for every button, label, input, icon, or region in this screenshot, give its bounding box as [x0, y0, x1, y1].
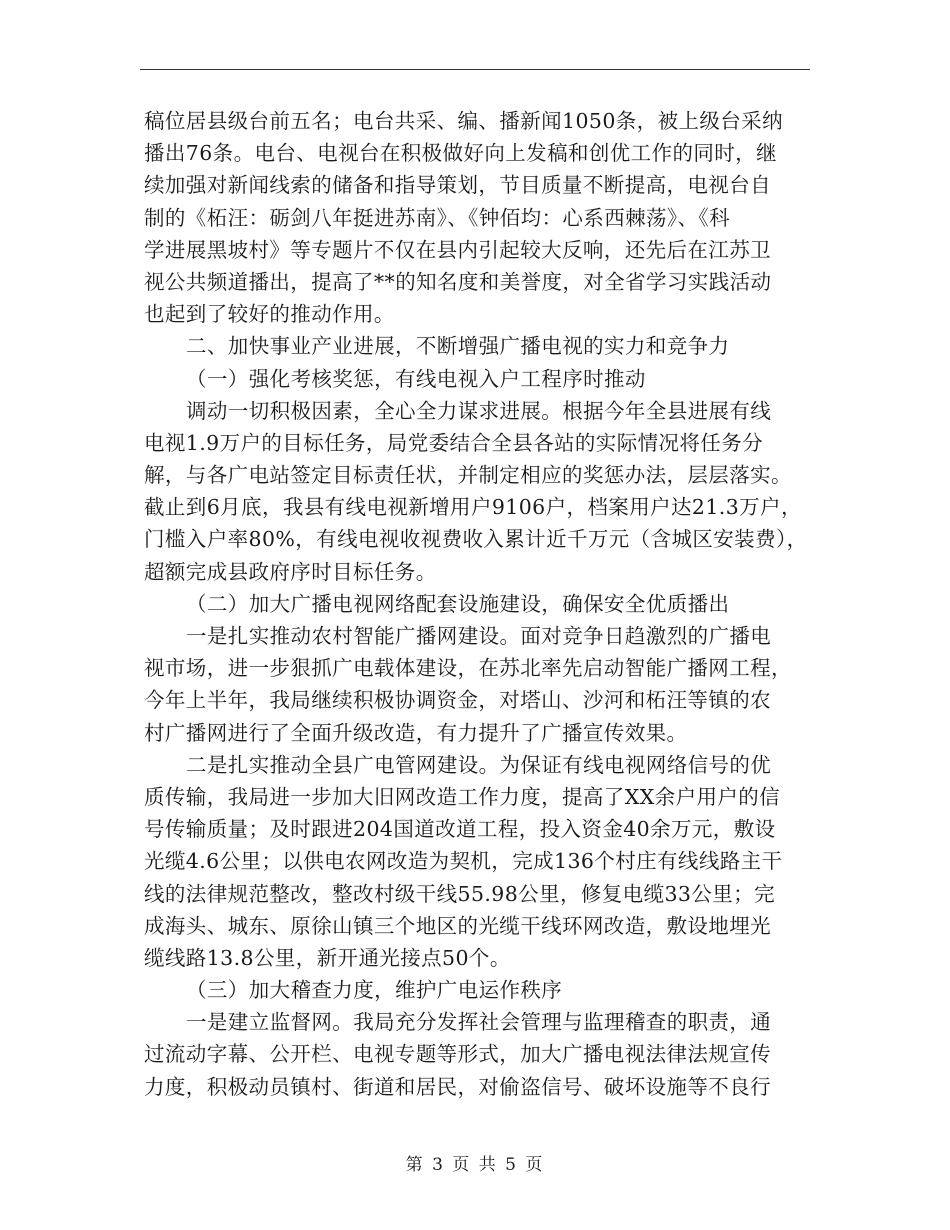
- text-line: 号传输质量；及时跟进204国道改道工程，投入资金40余万元，敷设: [144, 817, 776, 842]
- header-rule: [140, 69, 810, 70]
- text-line: 门槛入户率80%，有线电视收视费收入累计近千万元（含城区安装费），: [144, 527, 808, 552]
- text-line: 调动一切积极因素，全心全力谋求进展。根据今年全县进展有线: [186, 398, 772, 423]
- text-line: 超额完成县政府序时目标任务。: [144, 559, 437, 584]
- text-line: 视公共频道播出，提高了**的知名度和美誉度，对全省学习实践活动: [144, 269, 772, 294]
- text-line: 学进展黑坡村》等专题片不仅在县内引起较大反响，还先后在江苏卫: [144, 237, 771, 262]
- text-line: （一）强化考核奖惩，有线电视入户工程序时推动: [186, 366, 646, 391]
- page-number: 第 3 页 共 5 页: [405, 1155, 545, 1175]
- text-line: 成海头、城东、原徐山镇三个地区的光缆干线环网改造，敷设地埋光: [144, 913, 771, 938]
- text-line: 力度，积极动员镇村、街道和居民，对偷盗信号、破坏设施等不良行: [144, 1074, 771, 1099]
- text-line: 线的法律规范整改，整改村级干线55.98公里，修复电缆33公里；完: [144, 881, 775, 906]
- text-line: 质传输，我局进一步加大旧网改造工作力度，提高了XX余户用户的信: [144, 784, 781, 809]
- text-line: 截止到6月底，我县有线电视新增用户9106户，档案用户达21.3万户，: [144, 495, 802, 520]
- document-body: [144, 105, 814, 1103]
- text-line: 稿位居县级台前五名；电台共采、编、播新闻1050条，被上级台采纳: [144, 109, 783, 133]
- text-line: 制的《柘汪：砺剑八年挺进苏南》、《钟佰均：心系西棘荡》、《科: [144, 205, 730, 230]
- text-line: 播出76条。电台、电视台在积极做好向上发稿和创优工作的同时，继: [144, 141, 777, 166]
- text-line: 视市场，进一步狠抓广电载体建设，在苏北率先启动智能广播网工程，: [144, 656, 792, 681]
- text-line: 一是建立监督网。我局充分发挥社会管理与监理稽查的职责，通: [186, 1010, 772, 1035]
- text-line: 一是扎实推动农村智能广播网建设。面对竞争日趋激烈的广播电: [186, 624, 772, 648]
- text-line: 光缆4.6公里；以供电农网改造为契机，完成136个村庄有线线路主干: [144, 849, 783, 874]
- text-line: （二）加大广播电视网络配套设施建设，确保安全优质播出: [186, 591, 730, 616]
- text-line: 二是扎实推动全县广电管网建设。为保证有线电视网络信号的优: [186, 752, 772, 777]
- text-line: 村广播网进行了全面升级改造，有力提升了广播宣传效果。: [144, 720, 688, 745]
- text-line: （三）加大稽查力度，维护广电运作秩序: [186, 978, 563, 1003]
- text-line: 今年上半年，我局继续积极协调资金，对塔山、沙河和柘汪等镇的农: [144, 688, 771, 713]
- text-line: 解，与各广电站签定目标责任状，并制定相应的奖惩办法，层层落实。: [144, 463, 792, 488]
- text-line: 续加强对新闻线索的储备和指导策划，节目质量不断提高，电视台自: [144, 173, 771, 198]
- text-line: 二、加快事业产业进展，不断增强广播电视的实力和竞争力: [186, 334, 730, 359]
- text-line: 过流动字幕、公开栏、电视专题等形式，加大广播电视法律法规宣传: [144, 1042, 771, 1067]
- text-line: 缆线路13.8公里，新开通光接点50个。: [144, 945, 511, 970]
- text-line: 电视1.9万户的目标任务，局党委结合全县各站的实际情况将任务分: [144, 430, 763, 455]
- text-line: 也起到了较好的推动作用。: [144, 302, 395, 327]
